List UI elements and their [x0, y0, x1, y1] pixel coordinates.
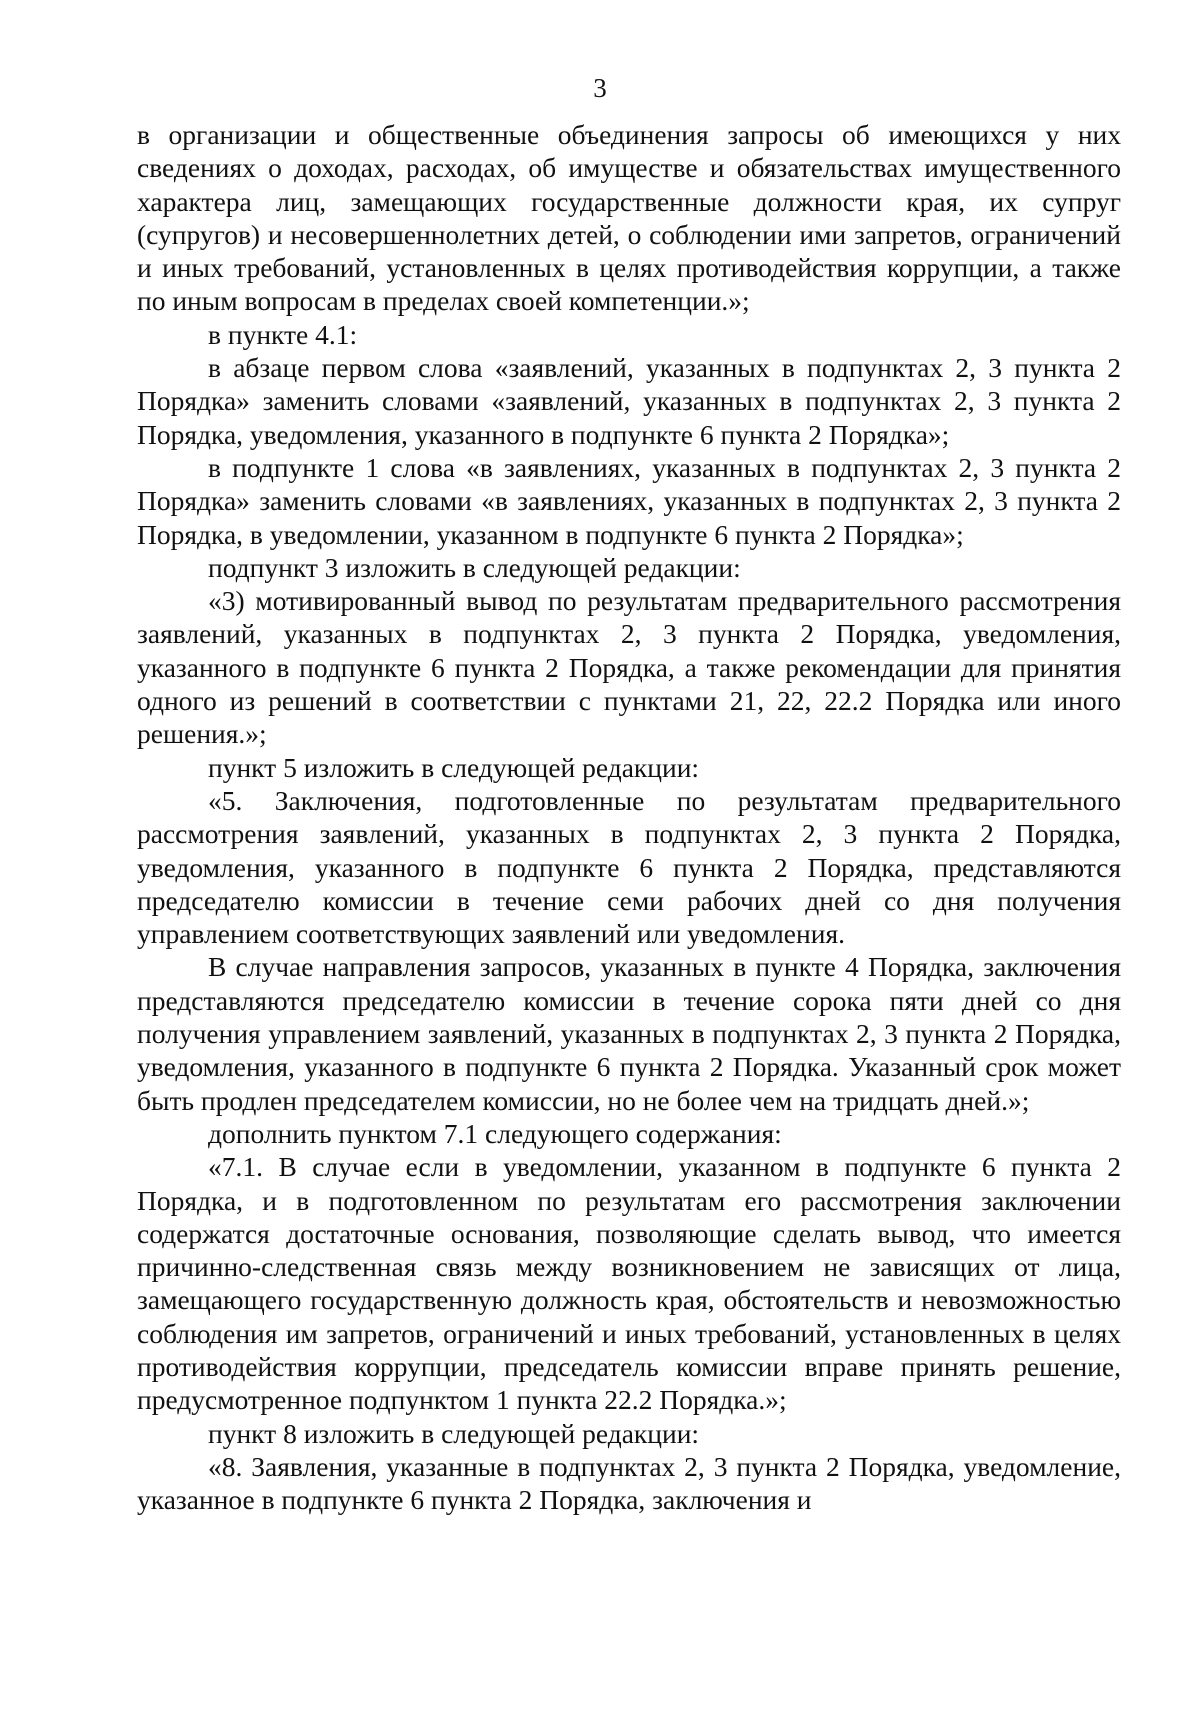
paragraph: В случае направления запросов, указанных в пункте 4 Порядка, заключения представляются председателю комиссии в течение сорока пяти дней со дня получения управлением заявлений, указанных в подпунктах 2, 3 пункта 2 Порядка, уведомления, указанного в подпункте 6 пункта 2 Порядка. Указанный срок может быть продлен председателем комиссии, но не более чем на тридцать дней.»; [137, 951, 1121, 1116]
paragraph: в подпункте 1 слова «в заявлениях, указанных в подпунктах 2, 3 пункта 2 Порядка» заменить словами «в заявлениях, указанных в подпунктах 2, 3 пункта 2 Порядка, в уведомлении, указанном в подпункте 6 пункта 2 Порядка»; [137, 451, 1121, 550]
paragraph: «3) мотивированный вывод по результатам предварительного рассмотрения заявлений, указанных в подпунктах 2, 3 пункта 2 Порядка, уведомления, указанного в подпункте 6 пункта 2 Порядка, а также рекомендации для принятия одного из решений в соответствии с пунктами 21, 22, 22.2 Порядка или иного решения.»; [137, 585, 1121, 750]
paragraph: в пункте 4.1: [208, 318, 358, 350]
paragraph: «8. Заявления, указанные в подпунктах 2, 3 пункта 2 Порядка, уведомление, указанное в подпункте 6 пункта 2 Порядка, заключения и [137, 1450, 1121, 1516]
paragraph: дополнить пунктом 7.1 следующего содержания: [208, 1117, 782, 1149]
paragraph: пункт 8 изложить в следующей редакции: [208, 1417, 700, 1449]
document-body [137, 118, 1121, 1516]
paragraph: «5. Заключения, подготовленные по результатам предварительного рассмотрения заявлений, указанных в подпунктах 2, 3 пункта 2 Порядка, уведомления, указанного в подпункте 6 пункта 2 Порядка, представляются председателю комиссии в течение семи рабочих дней со дня получения управлением соответствующих заявлений или уведомления. [137, 784, 1121, 950]
paragraph: «7.1. В случае если в уведомлении, указанном в подпункте 6 пункта 2 Порядка, и в подготовленном по результатам его рассмотрения заключении содержатся достаточные основания, позволяющие сделать вывод, что имеется причинно-следственная связь между возникновением не зависящих от лица, замещающего государственную должность края, обстоятельств и невозможностью соблюдения им запретов, ограничений и иных требований, установленных в целях противодействия коррупции, председатель комиссии вправе принять решение, предусмотренное подпунктом 1 пункта 22.2 Порядка.»; [137, 1151, 1121, 1416]
paragraph: пункт 5 изложить в следующей редакции: [208, 751, 700, 783]
paragraph: в организации и общественные объединения запросы об имеющихся у них сведениях о доходах, расходах, об имуществе и обязательствах имущественного характера лиц, замещающих государственные должности края, их супруг (супругов) и несовершеннолетних детей, о соблюдении ими запретов, ограничений и иных требований, установленных в целях противодействия коррупции, а также по иным вопросам в пределах своей компетенции.»; [137, 119, 1121, 317]
paragraph: подпункт 3 изложить в следующей редакции: [208, 551, 741, 583]
page-number: 3 [593, 73, 607, 103]
paragraph: в абзаце первом слова «заявлений, указанных в подпунктах 2, 3 пункта 2 Порядка» заменить словами «заявлений, указанных в подпунктах 2, 3 пункта 2 Порядка, уведомления, указанного в подпункте 6 пункта 2 Порядка»; [137, 352, 1121, 450]
